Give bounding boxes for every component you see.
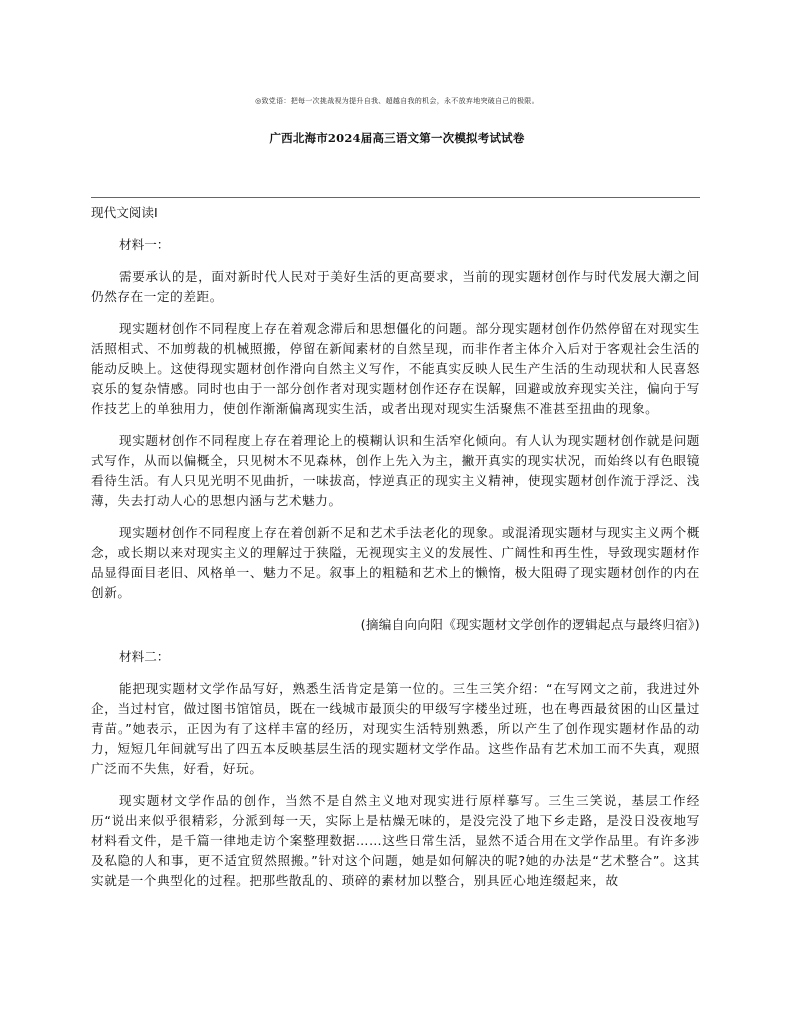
material1-paragraph: 需要承认的是，面对新时代人民对于美好生活的更高要求，当前的现实题材创作与时代发展大潮之间仍然存在一定的差距。 xyxy=(91,269,700,304)
material2-paragraph: 能把现实题材文学作品写好，熟悉生活肯定是第一位的。三生三笑介绍：“在写网文之前，我进过外企，当过村官，做过图书馆馆员，既在一线城市最顶尖的甲级写字楼坐过班，也在粤西最贫困的山区量过青苗。”她表示，正因为有了这样丰富的经历，对现实生活特别熟悉，所以产生了创作现实题材作品的动力，短短几年间就写出了四五本反映基层生活的现实题材文学作品。这些作品有艺术加工而不失真，观照广泛而不失焦，好看，好玩。 xyxy=(91,681,700,776)
section-title: 现代文阅读Ⅰ xyxy=(91,205,158,220)
document-body xyxy=(91,203,700,903)
material1-paragraph: 现实题材创作不同程度上存在着理论上的模糊认识和生活窄化倾向。有人认为现实题材创作就是问题式写作，从而以偏概全，只见树木不见森林，创作上先入为主，撇开真实的现实状况，而始终以有色眼镜看待生活。有人只见光明不见曲折，一味拔高，悖逆真正的现实主义精神，使现实题材创作流于浮泛、浅薄，失去打动人心的思想内涵与艺术魅力。 xyxy=(91,433,700,508)
material1-source: (摘编自向向阳《现实题材文学创作的逻辑起点与最终归宿》) xyxy=(360,617,700,632)
material2-label: 材料二： xyxy=(119,649,170,664)
material1-paragraph: 现实题材创作不同程度上存在着创新不足和艺术手法老化的现象。或混淆现实题材与现实主义两个概念，或长期以来对现实主义的理解过于狭隘，无视现实主义的发展性、广阔性和再生性，导致现实题材作品显得面目老旧、风格单一、魅力不足。叙事上的粗糙和艺术上的懒惰，极大阻碍了现实题材创作的内在创新。 xyxy=(91,525,700,600)
header-divider xyxy=(91,197,700,198)
material2-paragraph: 现实题材文学作品的创作，当然不是自然主义地对现实进行原样摹写。三生三笑说，基层工作经历“说出来似乎很精彩，分派到每一天，实际上是枯燥无味的，是没完没了地下乡走路，是没日没夜地写材料看文件，是千篇一律地走访个案整理数据……这些日常生活，显然不适合用在文学作品里。有许多涉及私隐的人和事，更不适宜贸然照搬。”针对这个问题，她是如何解决的呢?她的办法是“艺术整合”。这其实就是一个典型化的过程。把那些散乱的、琐碎的素材加以整合，别具匠心地连缀起来，故 xyxy=(91,793,700,888)
document-title: 广西北海市2024届高三语文第一次模拟考试试卷 xyxy=(269,131,525,145)
motto-line: ◎致党语：把每一次挑战视为提升自我、超越自我的机会，永不放弃地突破自己的极限。 xyxy=(255,97,539,105)
material1-paragraph: 现实题材创作不同程度上存在着观念滞后和思想僵化的问题。部分现实题材创作仍然停留在对现实生活照相式、不加剪裁的机械照搬，停留在新闻素材的自然呈现，而非作者主体介入后对于客观社会生活的能动反映上。这使得现实题材创作滑向自然主义写作，不能真实反映人民生产生活的生动现状和人民喜怒哀乐的复杂情感。同时也由于一部分创作者对现实题材创作还存在误解，回避或放弃现实关注，偏向于写作技艺上的单独用力，使创作渐渐偏离现实生活，或者出现对现实生活聚焦不准甚至扭曲的现象。 xyxy=(91,321,700,416)
material1-label: 材料一： xyxy=(119,237,170,252)
